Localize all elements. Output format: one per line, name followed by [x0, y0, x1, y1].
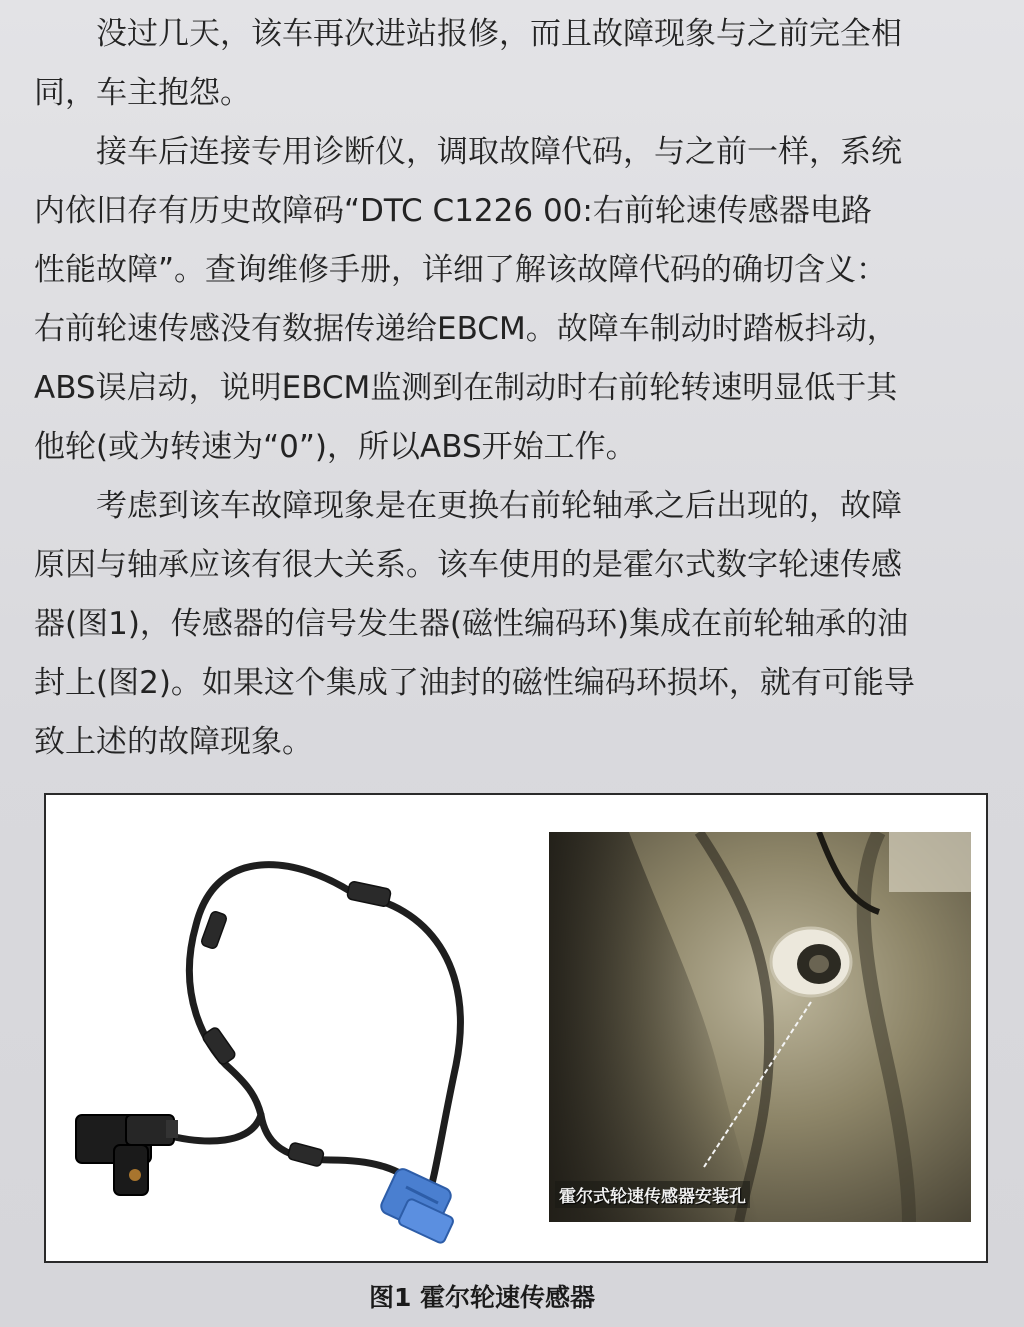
- text-line: 性能故障”。查询维修手册，详细了解该故障代码的确切含义：: [34, 252, 888, 288]
- text-line: ABS误启动，说明EBCM监测到在制动时右前轮转速明显低于其: [34, 370, 898, 406]
- text-line: 右前轮速传感没有数据传递给EBCM。故障车制动时踏板抖动，: [34, 311, 898, 347]
- figure-frame: [44, 793, 988, 1263]
- text-line: 他轮(或为转速为“0”)，所以ABS开始工作。: [34, 429, 637, 465]
- text-line: 考虑到该车故障现象是在更换右前轮轴承之后出现的，故障: [34, 488, 902, 524]
- text-line: 器(图1)，传感器的信号发生器(磁性编码环)集成在前轮轴承的油: [34, 606, 909, 642]
- text-line: 接车后连接专用诊断仪，调取故障代码，与之前一样，系统: [34, 134, 902, 170]
- sensor-head: [76, 1115, 178, 1195]
- paragraph-3: [34, 477, 990, 772]
- text-line: 同，车主抱怨。: [34, 75, 251, 111]
- sensor-mounting-hole-photo: [549, 832, 971, 1222]
- paragraph-2: [34, 123, 990, 477]
- paragraph-1: [34, 5, 990, 123]
- blue-connector: [379, 1167, 455, 1245]
- text-line: 封上(图2)。如果这个集成了油封的磁性编码环损坏，就有可能导: [34, 665, 915, 701]
- text-line: 内依旧存有历史故障码“DTC C1226 00:右前轮速传感器电路: [34, 193, 872, 229]
- photo-label: 霍尔式轮速传感器安装孔: [555, 1181, 750, 1208]
- wheel-speed-sensor-image: [56, 815, 546, 1255]
- figure-caption: 图1 霍尔轮速传感器: [368, 1283, 596, 1312]
- text-line: 原因与轴承应该有很大关系。该车使用的是霍尔式数字轮速传感: [34, 547, 902, 583]
- text-line: 没过几天，该车再次进站报修，而且故障现象与之前完全相: [34, 16, 902, 52]
- text-line: 致上述的故障现象。: [34, 724, 313, 760]
